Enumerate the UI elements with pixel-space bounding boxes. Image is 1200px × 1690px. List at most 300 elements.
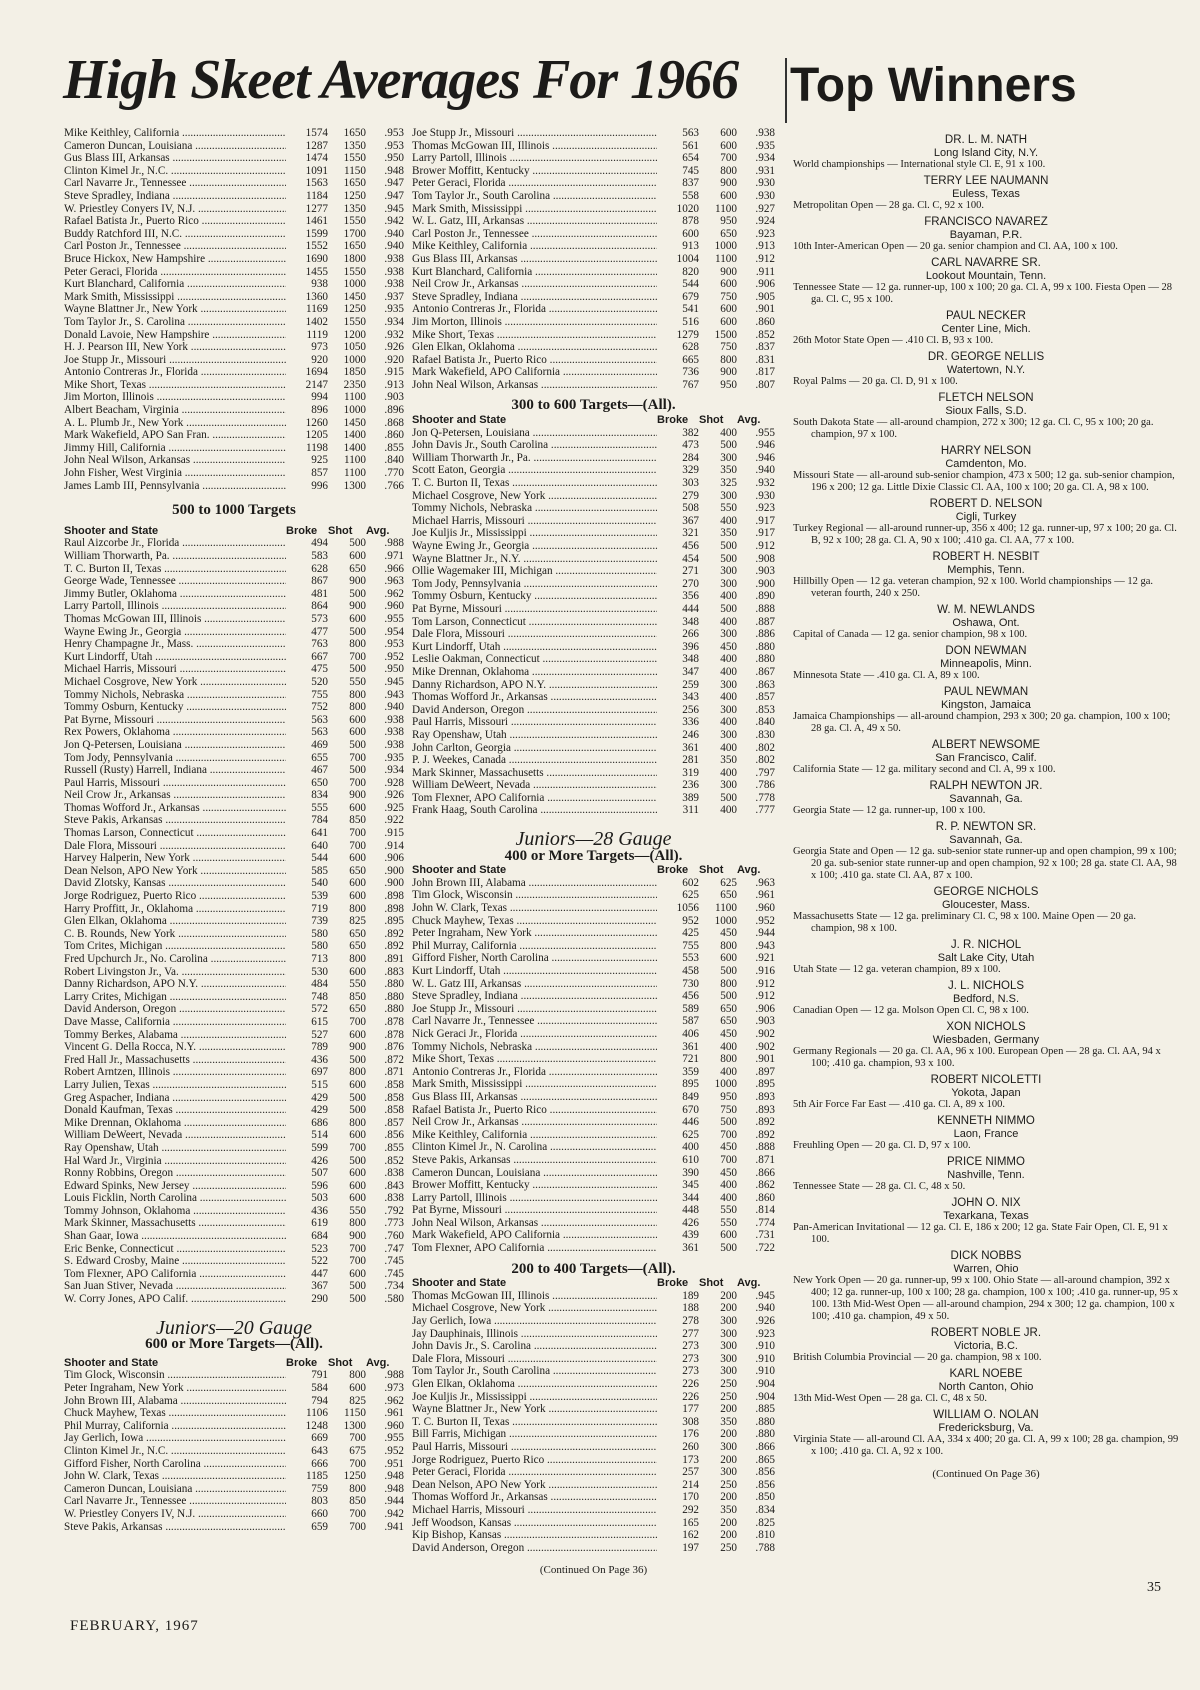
avg-value: .952	[384, 1444, 404, 1457]
shot-value: 800	[349, 638, 366, 651]
shooter-name: Donald Kaufman, Texas .....	[64, 1104, 286, 1117]
shot-value: 1650	[343, 127, 366, 139]
table-row	[64, 127, 404, 140]
winner-entry	[793, 392, 1179, 441]
avg-value: .900	[384, 864, 404, 877]
table-row	[64, 978, 404, 991]
shooter-name: Tom Jody, Pennsylvania .....	[412, 578, 657, 591]
table-row	[64, 1470, 404, 1483]
avg-value: .904	[755, 1390, 775, 1403]
shot-value: 600	[349, 801, 366, 814]
broke-value: 406	[682, 1027, 699, 1040]
shooter-name: Mark Smith, Mississippi .....	[412, 1078, 657, 1091]
avg-value: .954	[384, 625, 404, 638]
shooter-name: Michael Harris, Missouri .....	[64, 663, 286, 676]
broke-value: 165	[682, 1516, 699, 1529]
avg-value: .838	[384, 1167, 404, 1180]
shooter-name: Cameron Duncan, Louisiana .....	[64, 140, 286, 153]
avg-value: .802	[755, 741, 775, 754]
avg-value: .915	[384, 827, 404, 840]
table-row	[412, 215, 775, 228]
shooter-name: Kip Bishop, Kansas .....	[412, 1529, 657, 1542]
broke-value: 599	[311, 1141, 328, 1154]
shooter-name: T. C. Burton II, Texas .....	[412, 477, 657, 490]
table-row	[64, 240, 404, 253]
shooter-name: Peter Ingraham, New York .....	[64, 1382, 286, 1395]
broke-value: 260	[682, 1440, 699, 1453]
broke-value: 367	[311, 1280, 328, 1293]
shot-value: 1100	[715, 902, 737, 915]
broke-value: 177	[682, 1403, 699, 1416]
shooter-name: Chuck Mayhew, Texas .....	[64, 1407, 286, 1420]
broke-value: 356	[682, 590, 699, 603]
table-row	[412, 1028, 775, 1041]
table-row	[412, 1466, 775, 1479]
avg-value: .913	[755, 240, 775, 253]
broke-value: 938	[311, 278, 328, 291]
table-row	[64, 1041, 404, 1054]
shot-value: 1450	[343, 416, 366, 429]
table-row	[64, 852, 404, 865]
shot-value: 800	[349, 1482, 366, 1495]
broke-value: 319	[682, 766, 699, 779]
winner-name: WILLIAM O. NOLAN	[933, 1409, 1039, 1421]
avg-value: .955	[384, 612, 404, 625]
table-row	[64, 1458, 404, 1471]
avg-value: .892	[384, 940, 404, 953]
broke-value: 477	[311, 625, 328, 638]
avg-value: .893	[755, 1103, 775, 1116]
shot-value: 900	[720, 366, 737, 379]
table-header	[64, 1357, 404, 1370]
broke-value: 755	[682, 939, 699, 952]
broke-value: 484	[311, 978, 328, 991]
broke-value: 481	[311, 587, 328, 600]
avg-value: .900	[384, 877, 404, 890]
table-row	[412, 779, 775, 792]
winner-name: KENNETH NIMMO	[937, 1115, 1035, 1127]
shooter-name: Neil Crow Jr., Arkansas .....	[64, 789, 286, 802]
shot-value: 600	[720, 303, 737, 316]
winner-results: Minnesota State — .410 ga. Cl. A, 89 x 100.	[793, 670, 980, 681]
winner-results: British Columbia Provincial — 20 ga. champion, 98 x 100.	[793, 1352, 1042, 1363]
shot-value: 1050	[343, 341, 366, 354]
winner-results: Georgia State — 12 ga. runner-up, 100 x 100.	[793, 805, 986, 816]
avg-value: .914	[384, 839, 404, 852]
averages-column-middle	[412, 127, 775, 1577]
avg-value: .860	[755, 1191, 775, 1204]
shooter-name: Paul Harris, Missouri .....	[64, 777, 286, 790]
avg-value: .938	[384, 252, 404, 265]
table-row	[412, 628, 775, 641]
shot-value: 600	[349, 1028, 366, 1041]
avg-value: .872	[384, 1053, 404, 1066]
shot-value: 825	[349, 915, 366, 928]
table-row	[64, 563, 404, 576]
broke-value: 436	[311, 1204, 328, 1217]
avg-value: .838	[384, 1192, 404, 1205]
broke-value: 654	[682, 152, 699, 165]
avg-value: .786	[755, 779, 775, 792]
shooter-name: Tommy Nichols, Nebraska .....	[64, 689, 286, 702]
shot-value: 800	[349, 902, 366, 915]
shooter-name: Tommy Osburn, Kentucky .....	[412, 590, 657, 603]
shot-value: 650	[349, 1003, 366, 1016]
broke-value: 290	[311, 1293, 328, 1306]
avg-value: .880	[384, 978, 404, 991]
broke-value: 713	[311, 953, 328, 965]
shot-value: 600	[349, 550, 366, 562]
broke-value: 226	[682, 1390, 699, 1403]
shot-value: 1100	[344, 467, 366, 480]
table-row	[412, 1078, 775, 1091]
broke-value: 755	[311, 688, 328, 701]
shot-value: 700	[349, 776, 366, 789]
table-row	[412, 990, 775, 1003]
shooter-name: Jay Gerlich, Iowa .....	[64, 1432, 286, 1445]
broke-value: 669	[311, 1432, 328, 1445]
shooter-name: Michael Harris, Missouri .....	[412, 1504, 657, 1517]
avg-value: .947	[384, 177, 404, 190]
table-row	[412, 1141, 775, 1154]
table-row	[412, 590, 775, 603]
shot-value: 1000	[343, 278, 366, 291]
shooter-name: William Thorwarth Jr., Pa. .....	[412, 452, 657, 465]
winner-entry	[793, 1074, 1179, 1111]
broke-value: 226	[682, 1378, 699, 1390]
shot-value: 1650	[343, 240, 366, 253]
shot-value: 600	[349, 713, 366, 726]
section-subtitle-juniors-28: 400 or More Targets—(All).	[504, 847, 683, 864]
shooter-name: Michael Cosgrove, New York .....	[412, 1302, 657, 1315]
broke-value: 628	[311, 562, 328, 575]
avg-value: .948	[384, 1470, 404, 1483]
broke-value: 343	[682, 691, 699, 704]
broke-value: 189	[682, 1289, 699, 1302]
shot-value: 625	[720, 876, 737, 889]
avg-value: .880	[384, 990, 404, 1003]
avg-value: .867	[755, 665, 775, 678]
shot-value: 550	[349, 675, 366, 688]
avg-value: .760	[384, 1230, 404, 1243]
shot-value: 300	[720, 451, 737, 464]
table-row	[64, 366, 404, 379]
table-row	[64, 1167, 404, 1180]
winner-entry	[793, 445, 1179, 494]
winner-location: Victoria, B.C.	[954, 1340, 1018, 1352]
section-subtitle-juniors-20: 600 or More Targets—(All).	[145, 1336, 323, 1353]
shot-value: 800	[349, 953, 366, 965]
broke-value: 1574	[305, 127, 328, 139]
avg-value: .953	[384, 127, 404, 139]
shot-value: 700	[720, 152, 737, 165]
avg-value: .973	[384, 1382, 404, 1394]
avg-value: .901	[755, 303, 775, 316]
table-row	[412, 616, 775, 629]
winner-name: J. L. NICHOLS	[947, 980, 1025, 992]
broke-value: 520	[311, 675, 328, 688]
shot-value: 600	[349, 852, 366, 865]
shooter-name: Tom Flexner, APO California .....	[412, 792, 657, 805]
broke-value: 444	[682, 602, 699, 615]
shooter-name: Brower Moffitt, Kentucky .....	[412, 165, 657, 178]
avg-value: .858	[384, 1078, 404, 1091]
broke-value: 602	[682, 876, 699, 889]
avg-value: .807	[755, 378, 775, 391]
avg-value: .774	[755, 1216, 775, 1229]
table-row	[64, 429, 404, 442]
avg-value: .903	[755, 1015, 775, 1028]
broke-value: 446	[682, 1116, 699, 1129]
table-row	[64, 953, 404, 966]
shooter-name: Joe Stupp Jr., Missouri .....	[412, 127, 657, 140]
winner-name: RALPH NEWTON JR.	[929, 780, 1043, 792]
avg-value: .960	[755, 902, 775, 915]
table-row	[64, 165, 404, 178]
shooter-name: Steve Pakis, Arkansas .....	[64, 814, 286, 827]
avg-value: .903	[384, 391, 404, 404]
winner-results: World championships — International style Cl. E, 91 x 100.	[793, 159, 1046, 170]
shot-value: 950	[720, 1090, 737, 1103]
avg-value: .912	[755, 977, 775, 990]
avg-value: .945	[755, 1289, 775, 1302]
broke-value: 1004	[676, 252, 699, 265]
broke-value: 507	[311, 1167, 328, 1180]
broke-value: 665	[682, 353, 699, 366]
table-row	[412, 641, 775, 654]
avg-value: .910	[755, 1365, 775, 1378]
shot-value: 400	[720, 615, 737, 628]
avg-value: .915	[384, 366, 404, 379]
shooter-name: Louis Ficklin, North Carolina .....	[64, 1192, 286, 1205]
shot-value: 350	[720, 527, 737, 540]
section-title-200-400: 200 to 400 Targets—(All).	[511, 1260, 676, 1277]
avg-value: .961	[755, 889, 775, 902]
avg-value: .953	[384, 139, 404, 152]
broke-value: 596	[311, 1179, 328, 1192]
broke-value: 544	[682, 278, 699, 291]
shot-value: 450	[720, 927, 737, 940]
avg-value: .955	[384, 1432, 404, 1445]
broke-value: 271	[682, 565, 699, 578]
winner-results: California State — 12 ga. military second and Cl. A, 99 x 100.	[793, 764, 1056, 775]
winner-location: Kingston, Jamaica	[941, 699, 1031, 711]
shot-value: 350	[720, 754, 737, 767]
table-row	[64, 379, 404, 392]
shot-value: 600	[720, 127, 737, 139]
shot-value: 600	[349, 1078, 366, 1091]
shooter-name: David Anderson, Oregon .....	[412, 1542, 657, 1555]
broke-value: 558	[682, 189, 699, 202]
table-row	[64, 890, 404, 903]
table-row	[64, 215, 404, 228]
table-row	[412, 578, 775, 591]
winner-location: Long Island City, N.Y.	[933, 147, 1039, 159]
broke-value: 188	[682, 1302, 699, 1315]
broke-value: 447	[311, 1267, 328, 1280]
winner-results: Tennessee State — 12 ga. runner-up, 100 x 100; 20 ga. Cl. A, 99 x 100. Fiesta Open — 28 ga. Cl. C, 95 x 100.	[793, 282, 1173, 305]
shooter-name: John Neal Wilson, Arkansas .....	[64, 454, 286, 467]
broke-value: 278	[682, 1315, 699, 1328]
winner-location: Memphis, Tenn.	[947, 564, 1025, 576]
broke-value: 789	[311, 1041, 328, 1054]
winner-location: Warren, Ohio	[953, 1263, 1019, 1275]
avg-value: .923	[755, 1327, 775, 1340]
broke-value: 292	[682, 1503, 699, 1516]
shot-value: 300	[720, 628, 737, 641]
winner-results: Pan-American Invitational — 12 ga. Cl. E, 186 x 200; 12 ga. State Fair Open, Cl. E, 91 x 100.	[793, 1222, 1168, 1245]
avg-value: .923	[755, 502, 775, 515]
shot-value: 2350	[343, 378, 366, 391]
broke-value: 619	[311, 1217, 328, 1230]
broke-value: 475	[311, 663, 328, 676]
broke-value: 895	[682, 1078, 699, 1091]
shooter-name: W. L. Gatz III, Arkansas .....	[412, 978, 657, 991]
shooter-name: Mike Drennan, Oklahoma .....	[64, 1117, 286, 1130]
shot-value: 700	[349, 650, 366, 663]
avg-value: .963	[755, 876, 775, 889]
table-row	[64, 613, 404, 626]
shot-value: 500	[720, 1116, 737, 1129]
avg-value: .893	[755, 1090, 775, 1103]
shot-value: 950	[720, 215, 737, 228]
avg-value: .942	[384, 1507, 404, 1520]
avg-value: .934	[755, 152, 775, 165]
shooter-name: Pat Byrne, Missouri .....	[412, 1204, 657, 1217]
avg-value: .895	[755, 1078, 775, 1091]
table-row	[412, 902, 775, 915]
winner-location: Fredericksburg, Va.	[938, 1422, 1034, 1434]
broke-value: 361	[682, 1242, 699, 1255]
avg-value: .937	[384, 290, 404, 303]
broke-value: 281	[682, 754, 699, 767]
shot-value: 1250	[343, 303, 366, 316]
shot-value: 500	[349, 625, 366, 638]
broke-value: 429	[311, 1104, 328, 1117]
broke-value: 448	[682, 1204, 699, 1217]
shooter-name: Peter Geraci, Florida .....	[412, 177, 657, 190]
avg-value: .901	[755, 1053, 775, 1066]
shot-value: 550	[720, 502, 737, 515]
table-row	[412, 253, 775, 266]
broke-value: 925	[311, 454, 328, 467]
avg-value: .941	[384, 1520, 404, 1533]
table-row	[64, 1382, 404, 1395]
table-row	[412, 1116, 775, 1129]
table-row	[64, 877, 404, 890]
shot-value: 1300	[343, 1419, 366, 1432]
shooter-name: Fred Hall Jr., Massachusetts .....	[64, 1054, 286, 1067]
table-row	[64, 354, 404, 367]
table-row	[412, 952, 775, 965]
winner-location: Euless, Texas	[952, 188, 1020, 200]
shot-value: 800	[349, 1369, 366, 1382]
shot-value: 450	[720, 1027, 737, 1040]
shooter-name: Bruce Hickox, New Hampshire .....	[64, 253, 286, 266]
shot-value: 400	[720, 1179, 737, 1192]
shooter-name: Carl Poston Jr., Tennessee .....	[412, 228, 657, 241]
shot-value: 700	[349, 839, 366, 852]
avg-value: .834	[755, 1503, 775, 1516]
broke-value: 837	[682, 177, 699, 190]
shooter-name: Harry Proffitt, Jr., Oklahoma .....	[64, 903, 286, 916]
broke-value: 284	[682, 451, 699, 464]
shooter-name: Tommy Nichols, Nebraska .....	[412, 502, 657, 515]
avg-value: .917	[755, 514, 775, 527]
avg-value: .830	[755, 728, 775, 741]
shot-value: 1800	[343, 252, 366, 265]
avg-value: .843	[384, 1179, 404, 1192]
shooter-name: Jim Morton, Illinois .....	[412, 316, 657, 329]
broke-value: 303	[682, 477, 699, 490]
shooter-name: Robert Arntzen, Illinois .....	[64, 1066, 286, 1079]
table-row	[412, 1217, 775, 1230]
avg-value: .825	[755, 1516, 775, 1529]
winner-results: Canadian Open — 12 ga. Molson Open Cl. C, 98 x 100.	[793, 1005, 1029, 1016]
shooter-name: Larry Julien, Texas .....	[64, 1079, 286, 1092]
table-row	[412, 804, 775, 817]
table-row	[412, 1328, 775, 1341]
winner-entry	[793, 645, 1179, 682]
shot-value: 1100	[715, 252, 737, 265]
page-title: High Skeet Averages For 1966	[63, 49, 739, 111]
avg-value: .745	[384, 1267, 404, 1280]
shot-value: 700	[349, 1242, 366, 1255]
winner-location: Center Line, Mich.	[941, 323, 1031, 335]
table-header	[64, 525, 404, 538]
shooter-name: Pat Byrne, Missouri .....	[64, 714, 286, 727]
shot-value: 800	[349, 701, 366, 714]
avg-value: .731	[755, 1229, 775, 1242]
avg-value: .856	[755, 1478, 775, 1491]
winner-location: Bedford, N.S.	[952, 993, 1020, 1005]
broke-value: 345	[682, 1179, 699, 1192]
winner-results: Georgia State and Open — 12 ga. sub-senior state runner-up and open champion, 99 x 100; 20 ga. sub-senior state runner-up and open champion, 92 x 100; 28 ga. state Cl. AA, 98 x 100; .410 ga. state Cl. AA, 87 x 100.	[793, 846, 1177, 881]
avg-value: .878	[384, 1028, 404, 1041]
table-200-400	[412, 1290, 775, 1554]
shooter-name: Wayne Blattner Jr., New York .....	[412, 1403, 657, 1416]
broke-value: 1474	[305, 152, 328, 165]
shooter-name: Clinton Kimel Jr., N.C. .....	[64, 1445, 286, 1458]
avg-value: .888	[755, 1141, 775, 1154]
shooter-name: Pat Byrne, Missouri .....	[412, 603, 657, 616]
shooter-name: Mike Keithley, California .....	[64, 127, 286, 140]
table-juniors-28	[412, 877, 775, 1255]
shot-value: 600	[349, 1192, 366, 1205]
shooter-name: Mark Skinner, Massachusetts .....	[64, 1217, 286, 1230]
shooter-name: Gus Blass III, Arkansas .....	[64, 152, 286, 165]
shot-value: 600	[349, 1167, 366, 1180]
table-row	[412, 1053, 775, 1066]
winner-name: JOHN O. NIX	[951, 1197, 1021, 1209]
broke-value: 1599	[305, 227, 328, 240]
shooter-name: Thomas Wofford Jr., Arkansas .....	[412, 691, 657, 704]
shot-value: 850	[349, 814, 366, 827]
shooter-name: C. B. Rounds, New York .....	[64, 928, 286, 941]
shooter-name: Ray Openshaw, Utah .....	[64, 1142, 286, 1155]
winner-entry	[793, 1409, 1179, 1458]
shot-value: 250	[720, 1390, 737, 1403]
winner-entry	[793, 310, 1179, 347]
avg-value: .855	[384, 441, 404, 454]
avg-value: .891	[384, 953, 404, 965]
table-row	[412, 1003, 775, 1016]
shooter-name: David Zlotsky, Kansas .....	[64, 877, 286, 890]
table-row	[64, 1495, 404, 1508]
broke-value: 1119	[306, 328, 328, 341]
broke-value: 473	[682, 439, 699, 452]
avg-value: .868	[384, 416, 404, 429]
